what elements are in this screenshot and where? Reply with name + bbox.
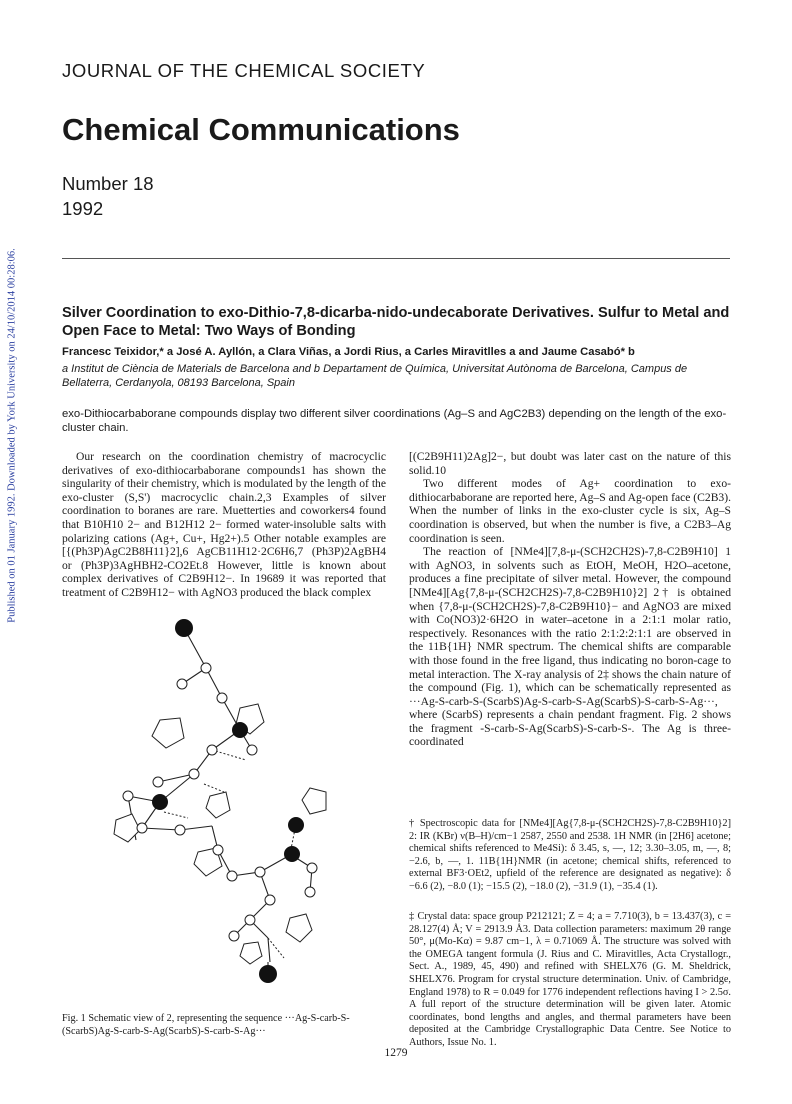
- header-rule: [62, 258, 730, 259]
- article-title: Silver Coordination to exo-Dithio-7,8-dicarba-nido-undecaborate Derivatives. Sulfur to Metal and Open Face to Metal: Two Ways of Bonding: [62, 305, 730, 339]
- page-number: 1279: [384, 1047, 408, 1059]
- body-column-right: [409, 450, 731, 749]
- affiliation: a Institut de Ciència de Materials de Barcelona and b Departament de Química, Universitat Autònoma de Barcelona, Campus de Bellaterra, Cerdanyola, 08193 Barcelona, Spain: [62, 363, 688, 389]
- paragraph: Two different modes of Ag+ coordination to exo-dithiocarbaborane are reported here, Ag–S and Ag-open face (C2B3). When the number of links in the exo-cluster cycle is six, Ag–S coordination is observed, but when the number is five, a C2B3–Ag coordination is seen.: [409, 477, 731, 545]
- body-column-left: [62, 450, 386, 600]
- journal-title: Chemical Communications: [62, 112, 460, 147]
- figure-caption: Fig. 1 Schematic view of 2, representing the sequence ···Ag-S-carb-S-(ScarbS)Ag-S-carb-S-Ag(ScarbS)-S-carb-S-Ag···: [62, 1013, 350, 1037]
- figure-1-structure: [100, 600, 400, 1000]
- issue-number: Number 18: [62, 173, 154, 194]
- paragraph: The reaction of [NMe4][7,8-μ-(SCH2CH2S)-7,8-C2B9H10] 1 with AgNO3, in solvents such as EtOH, MeOH, H2O–acetone, produces a fine precipitate of silver metal. However, the compound [NMe4][Ag{7,8-μ-(SCH2CH2S)-7,8-C2B9H10}2] 2† is obtained when {7,8-μ-(SCH2CH2S)-7,8-C2B9H10}− and AgNO3 are mixed with Co(NO3)2·6H2O in water–acetone in a 2:1:1 molar ratio, respectively. Resonances with the ratio 2:1:2:2:1:1 are observed in the 11B{1H} NMR spectrum. The chemical shifts are comparable with those found in the free ligand, thus indicating no boron-cage to metal interaction. The X-ray analysis of 2‡ shows the chain nature of the compound (Fig. 1), which can be schematically represented as ···Ag-S-carb-S-(ScarbS)Ag-S-carb-S-Ag(ScarbS)-S-carb-S-Ag···, where (ScarbS) represents a chain pendant fragment. Fig. 2 shows the fragment -S-carb-S-Ag(ScarbS)-S-carb-S-. The Ag is three-coordinated: [409, 545, 731, 749]
- abstract: exo-Dithiocarbaborane compounds display two different silver coordinations (Ag–S and AgC2B3) depending on the length of the exo-cluster chain.: [62, 408, 727, 434]
- author-list: Francesc Teixidor,* a José A. Ayllón, a Clara Viñas, a Jordi Rius, a Carles Miravitlles a and Jaume Casabó* b: [62, 346, 635, 358]
- journal-name: JOURNAL OF THE CHEMICAL SOCIETY: [62, 60, 426, 81]
- paragraph: Our research on the coordination chemistry of macrocyclic derivatives of exo-dithiocarbaborane compounds1 has shown the singularity of their chemistry, which is modulated by the length of the exo-cluster (S,S') macrocyclic chain.2,3 Examples of silver coordination to boranes are rare. Muetterties and coworkers4 found that B10H10 2− and B12H12 2− formed water-insoluble salts with polarizing cations (Ag+, Cu+, Hg2+).5 Other notable examples are [{(Ph3P)AgC2B8H11}2],6 AgCB11H12·2C6H6,7 (Ph3P)2AgBH4 or (Ph3P)3AgHBH2-CO2Et.8 However, little is known about complex derivatives of C2B9H12−. In 19689 it was reported that treatment of C2B9H12− with AgNO3 produced the black complex: [62, 450, 386, 599]
- paragraph: [(C2B9H11)2Ag]2−, but doubt was later cast on the nature of this solid.10: [409, 450, 731, 477]
- issue-year: 1992: [62, 198, 104, 219]
- download-notice: Published on 01 January 1992. Downloaded by York University on 24/10/2014 00:28:06.: [6, 248, 18, 623]
- footnote-crystal-data: ‡ Crystal data: space group P212121; Z = 4; a = 7.710(3), b = 13.437(3), c = 28.127(4) Å; V = 2913.9 Å3. Data collection parameters: maximum 2θ range 50°, μ(Mo-Kα) = 9.87 cm−1, λ = 0.71069 Å. The structure was solved with the OMEGA tangent formula (J. Rius and C. Miravitlles, Acta Crystallogr., Sect. A., 1989, 45, 490) and refined with SHELX76 (G. M. Sheldrick, SHELX76. Program for crystal structure determination. Univ. of Cambridge, England 1978) to R = 0.049 for 1776 independent reflections having I > 2.5σ. A full report of the structure determination will be given later. Atomic coordinates, bond lengths and angles, and thermal parameters have been deposited at the Cambridge Crystallographic Data Centre. See Notice to Authors, Issue No. 1.: [409, 911, 731, 1048]
- footnote-spectroscopic: † Spectroscopic data for [NMe4][Ag{7,8-μ-(SCH2CH2S)-7,8-C2B9H10}2] 2: IR (KBr) ν(B–H)/cm−1 2587, 2550 and 2538. 1H NMR (in [2H6] acetone; chemical shifts referenced to Me4Si): δ 3.45, s, —, 12; 3.30–3.05, m, —, 8; −2.6, b, —, 1. 11B{1H}NMR (in acetone; chemical shifts, referenced to external BF3·OEt2, upfield of the reference are designated as negative): δ −6.6 (2), −8.0 (1); −15.5 (2), −18.0 (2), −31.9 (1), −35.4 (1).: [409, 818, 731, 892]
